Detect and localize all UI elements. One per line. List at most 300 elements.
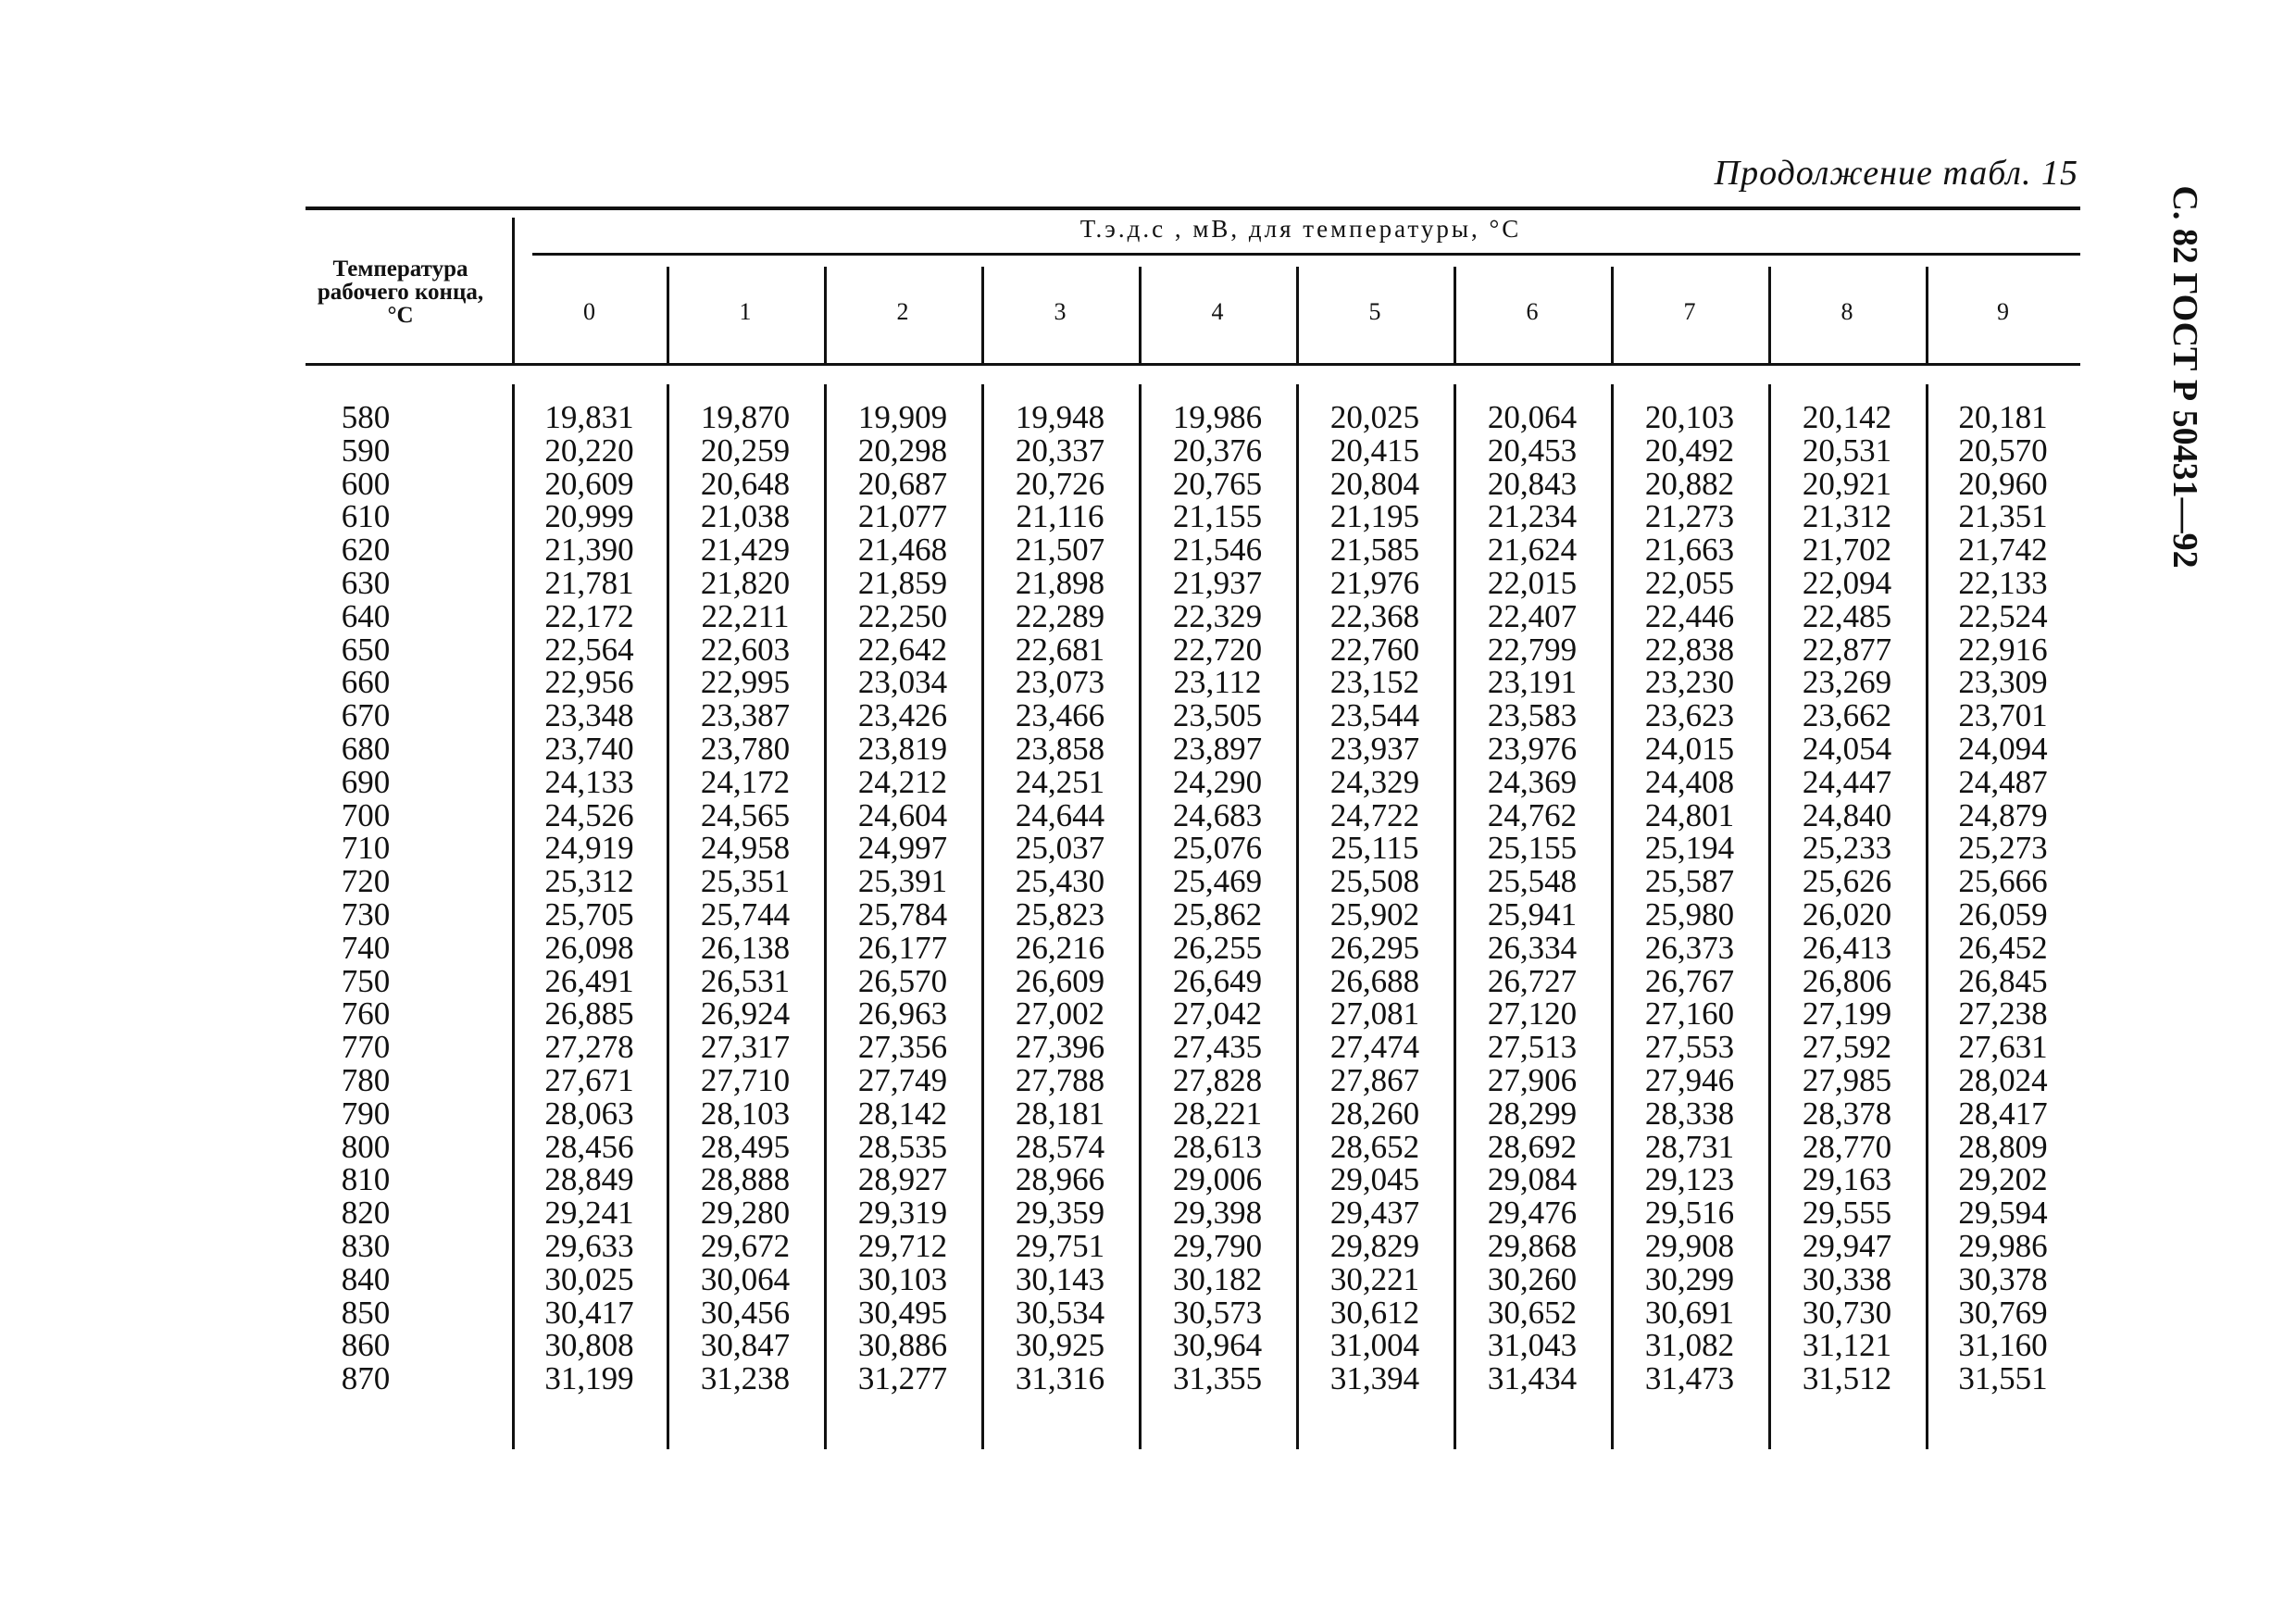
temperature-cell: 650 [341,631,391,668]
value-cell: 26,609 [1015,962,1105,999]
value-cell: 25,548 [1487,863,1578,900]
value-cell: 29,829 [1329,1227,1420,1264]
temperature-cell: 810 [341,1161,391,1198]
value-cell: 30,260 [1487,1260,1578,1297]
value-cell: 22,720 [1172,631,1263,668]
temperature-cell: 660 [341,664,391,701]
temperature-cell: 640 [341,597,391,634]
value-cell: 23,112 [1173,664,1262,701]
value-cell: 19,831 [544,399,634,435]
value-cell: 24,722 [1329,796,1420,833]
temperature-cell: 850 [341,1294,391,1331]
value-cell: 28,024 [1958,1061,2048,1098]
value-cell: 20,765 [1172,465,1263,502]
value-cell: 28,378 [1802,1095,1892,1132]
value-cell: 27,474 [1329,1029,1420,1066]
value-cell: 27,396 [1015,1029,1105,1066]
value-cell: 23,897 [1172,730,1263,767]
group-rule [532,253,2080,256]
value-cell: 29,476 [1487,1195,1578,1232]
temperature-cell: 590 [341,432,391,469]
value-cell: 23,466 [1015,697,1105,734]
value-cell: 20,804 [1329,465,1420,502]
value-cell: 30,299 [1644,1260,1735,1297]
value-cell: 25,508 [1329,863,1420,900]
value-cell: 27,749 [857,1061,948,1098]
value-cell: 22,250 [857,597,948,634]
value-cell: 30,064 [700,1260,791,1297]
value-cell: 22,564 [544,631,634,668]
temperature-cell: 690 [341,763,391,800]
value-cell: 31,394 [1329,1360,1420,1397]
value-cell: 25,037 [1015,830,1105,867]
value-cell: 22,407 [1487,597,1578,634]
value-cell: 27,120 [1487,995,1578,1033]
value-cell: 26,963 [857,995,948,1033]
value-cell: 20,960 [1958,465,2048,502]
value-cell: 22,133 [1958,564,2048,601]
value-cell: 31,043 [1487,1327,1578,1364]
value-cell: 25,233 [1802,830,1892,867]
value-cell: 29,006 [1172,1161,1263,1198]
value-cell: 30,847 [700,1327,791,1364]
value-cell: 25,115 [1330,830,1419,867]
value-cell: 29,633 [544,1227,634,1264]
value-cell: 23,505 [1172,697,1263,734]
table-caption: Продолжение табл. 15 [1714,154,2078,193]
value-cell: 24,683 [1172,796,1263,833]
temperature-cell: 860 [341,1327,391,1364]
value-cell: 23,348 [544,697,634,734]
value-cell: 20,726 [1015,465,1105,502]
temperature-cell: 770 [341,1029,391,1066]
value-cell: 21,038 [700,498,791,535]
value-cell: 24,565 [700,796,791,833]
value-cell: 22,877 [1802,631,1892,668]
temperature-cell: 760 [341,995,391,1033]
value-cell: 26,727 [1487,962,1578,999]
value-cell: 31,160 [1958,1327,2048,1364]
value-cell: 20,103 [1644,399,1735,435]
value-cell: 30,182 [1172,1260,1263,1297]
value-cell: 21,546 [1172,532,1263,569]
value-cell: 25,744 [700,895,791,933]
value-cell: 28,103 [700,1095,791,1132]
value-cell: 23,269 [1802,664,1892,701]
value-cell: 30,534 [1015,1294,1105,1331]
value-cell: 25,980 [1644,895,1735,933]
value-cell: 23,230 [1644,664,1735,701]
temperature-cell: 800 [341,1128,391,1165]
value-cell: 20,025 [1329,399,1420,435]
temperature-cell: 840 [341,1260,391,1297]
value-cell: 23,662 [1802,697,1892,734]
value-cell: 28,181 [1015,1095,1105,1132]
value-cell: 30,338 [1802,1260,1892,1297]
value-cell: 22,799 [1487,631,1578,668]
value-cell: 21,077 [857,498,948,535]
value-cell: 20,064 [1487,399,1578,435]
value-cell: 29,672 [700,1227,791,1264]
value-cell: 23,701 [1958,697,2048,734]
temperature-cell: 790 [341,1095,391,1132]
value-cell: 28,888 [700,1161,791,1198]
row-header: Температура рабочего конца, °С [317,257,484,328]
value-cell: 30,456 [700,1294,791,1331]
value-cell: 29,751 [1015,1227,1105,1264]
value-cell: 25,587 [1644,863,1735,900]
value-cell: 19,986 [1172,399,1263,435]
value-cell: 26,649 [1172,962,1263,999]
value-cell: 25,155 [1487,830,1578,867]
value-cell: 20,531 [1802,432,1892,469]
value-cell: 26,177 [857,929,948,966]
value-cell: 27,710 [700,1061,791,1098]
value-cell: 24,212 [857,763,948,800]
value-cell: 24,840 [1802,796,1892,833]
value-cell: 28,966 [1015,1161,1105,1198]
value-cell: 26,216 [1015,929,1105,966]
value-column [981,401,1139,1396]
value-cell: 27,042 [1172,995,1263,1033]
value-cell: 30,025 [544,1260,634,1297]
value-cell: 20,220 [544,432,634,469]
temperature-cell: 620 [341,532,391,569]
value-cell: 30,417 [544,1294,634,1331]
value-cell: 26,334 [1487,929,1578,966]
column-header: 7 [1683,298,1696,325]
value-cell: 22,485 [1802,597,1892,634]
value-cell: 21,742 [1958,532,2048,569]
value-cell: 31,512 [1802,1360,1892,1397]
value-cell: 21,624 [1487,532,1578,569]
value-cell: 21,351 [1958,498,2048,535]
temperature-cell: 710 [341,830,391,867]
value-cell: 24,290 [1172,763,1263,800]
value-cell: 28,770 [1802,1128,1892,1165]
value-cell: 30,221 [1329,1260,1420,1297]
value-cell: 29,202 [1958,1161,2048,1198]
value-cell: 29,712 [857,1227,948,1264]
value-cell: 24,447 [1802,763,1892,800]
value-cell: 23,623 [1644,697,1735,734]
value-cell: 24,879 [1958,796,2048,833]
value-cell: 22,172 [544,597,634,634]
value-cell: 23,740 [544,730,634,767]
value-cell: 28,613 [1172,1128,1263,1165]
temperature-cell: 670 [341,697,391,734]
value-cell: 28,417 [1958,1095,2048,1132]
value-cell: 23,309 [1958,664,2048,701]
value-cell: 26,413 [1802,929,1892,966]
value-cell: 22,055 [1644,564,1735,601]
column-header: 4 [1211,298,1224,325]
value-cell: 31,121 [1802,1327,1892,1364]
value-cell: 20,648 [700,465,791,502]
value-cell: 28,495 [700,1128,791,1165]
value-cell: 24,329 [1329,763,1420,800]
value-cell: 20,142 [1802,399,1892,435]
value-cell: 30,143 [1015,1260,1105,1297]
value-cell: 24,369 [1487,763,1578,800]
column-header: 6 [1526,298,1539,325]
temperature-cell: 780 [341,1061,391,1098]
temperature-cell: 600 [341,465,391,502]
value-cell: 29,790 [1172,1227,1263,1264]
value-cell: 20,337 [1015,432,1105,469]
value-cell: 22,838 [1644,631,1735,668]
value-cell: 29,516 [1644,1195,1735,1232]
column-header: 1 [739,298,752,325]
top-rule [306,207,2080,210]
temperature-cell: 740 [341,929,391,966]
value-cell: 21,702 [1802,532,1892,569]
value-cell: 24,251 [1015,763,1105,800]
value-cell: 23,073 [1015,664,1105,701]
value-cell: 29,437 [1329,1195,1420,1232]
value-cell: 29,241 [544,1195,634,1232]
value-cell: 30,652 [1487,1294,1578,1331]
value-cell: 31,434 [1487,1360,1578,1397]
value-cell: 26,688 [1329,962,1420,999]
value-cell: 31,004 [1329,1327,1420,1364]
temperature-cell: 870 [341,1360,391,1397]
value-cell: 28,456 [544,1128,634,1165]
value-cell: 30,964 [1172,1327,1263,1364]
value-cell: 24,487 [1958,763,2048,800]
value-cell: 22,446 [1644,597,1735,634]
value-cell: 25,941 [1487,895,1578,933]
value-cell: 29,084 [1487,1161,1578,1198]
value-cell: 31,277 [857,1360,948,1397]
value-cell: 27,081 [1329,995,1420,1033]
value-cell: 27,671 [544,1061,634,1098]
value-cell: 26,924 [700,995,791,1033]
value-cell: 30,808 [544,1327,634,1364]
value-cell: 21,781 [544,564,634,601]
value-cell: 23,858 [1015,730,1105,767]
value-cell: 24,408 [1644,763,1735,800]
value-cell: 21,859 [857,564,948,601]
value-cell: 22,211 [701,597,790,634]
value-cell: 22,916 [1958,631,2048,668]
value-cell: 28,927 [857,1161,948,1198]
value-cell: 20,259 [700,432,791,469]
value-cell: 24,133 [544,763,634,800]
value-cell: 25,626 [1802,863,1892,900]
value-cell: 21,507 [1015,532,1105,569]
value-cell: 26,059 [1958,895,2048,933]
group-header: Т.э.д.с , мВ, для температуры, °С [1079,215,1522,243]
value-cell: 24,054 [1802,730,1892,767]
value-cell: 23,583 [1487,697,1578,734]
header-divider [512,218,515,363]
value-cell: 26,806 [1802,962,1892,999]
value-cell: 24,526 [544,796,634,833]
value-cell: 21,820 [700,564,791,601]
value-cell: 25,194 [1644,830,1735,867]
value-cell: 29,986 [1958,1227,2048,1264]
value-cell: 21,116 [1016,498,1104,535]
side-label-text: С. 82 ГОСТ Р 50431—92 [2165,185,2204,569]
value-cell: 31,551 [1958,1360,2048,1397]
value-cell: 27,356 [857,1029,948,1066]
value-cell: 29,045 [1329,1161,1420,1198]
value-column [1768,401,1926,1396]
value-cell: 27,946 [1644,1061,1735,1098]
value-cell: 25,430 [1015,863,1105,900]
value-cell: 21,976 [1329,564,1420,601]
value-cell: 26,098 [544,929,634,966]
value-column [1296,401,1454,1396]
value-cell: 20,921 [1802,465,1892,502]
value-cell: 22,681 [1015,631,1105,668]
value-cell: 29,163 [1802,1161,1892,1198]
value-cell: 27,513 [1487,1029,1578,1066]
value-cell: 27,238 [1958,995,2048,1033]
value-cell: 23,780 [700,730,791,767]
value-cell: 26,885 [544,995,634,1033]
value-cell: 25,784 [857,895,948,933]
column-header: 9 [1997,298,2009,325]
value-cell: 30,925 [1015,1327,1105,1364]
value-cell: 29,398 [1172,1195,1263,1232]
value-cell: 20,298 [857,432,948,469]
value-cell: 29,555 [1802,1195,1892,1232]
value-column [1139,401,1296,1396]
value-cell: 28,260 [1329,1095,1420,1132]
value-cell: 24,997 [857,830,948,867]
value-cell: 24,172 [700,763,791,800]
value-cell: 28,849 [544,1161,634,1198]
temperature-cell: 680 [341,730,391,767]
value-cell: 31,082 [1644,1327,1735,1364]
temperature-cell: 630 [341,564,391,601]
value-cell: 22,642 [857,631,948,668]
column-header: 0 [583,298,595,325]
value-cell: 26,020 [1802,895,1892,933]
value-cell: 27,828 [1172,1061,1263,1098]
value-cell: 24,644 [1015,796,1105,833]
value-cell: 20,609 [544,465,634,502]
value-cell: 28,299 [1487,1095,1578,1132]
value-cell: 22,015 [1487,564,1578,601]
value-cell: 20,181 [1958,399,2048,435]
value-cell: 25,391 [857,863,948,900]
temperature-cell: 820 [341,1195,391,1232]
value-cell: 30,612 [1329,1294,1420,1331]
value-cell: 21,273 [1644,498,1735,535]
value-cell: 27,160 [1644,995,1735,1033]
value-cell: 28,338 [1644,1095,1735,1132]
value-cell: 24,604 [857,796,948,833]
value-cell: 20,376 [1172,432,1263,469]
value-cell: 26,255 [1172,929,1263,966]
temperature-cell: 580 [341,399,391,435]
temperature-column [306,401,426,1396]
value-cell: 22,995 [700,664,791,701]
value-cell: 30,495 [857,1294,948,1331]
value-cell: 29,359 [1015,1195,1105,1232]
value-column [667,401,824,1396]
value-cell: 25,862 [1172,895,1263,933]
value-cell: 23,152 [1329,664,1420,701]
header-bottom-rule [306,363,2080,366]
value-cell: 29,908 [1644,1227,1735,1264]
value-cell: 23,034 [857,664,948,701]
value-cell: 28,809 [1958,1128,2048,1165]
value-cell: 26,452 [1958,929,2048,966]
value-cell: 23,937 [1329,730,1420,767]
value-cell: 27,592 [1802,1029,1892,1066]
column-header: 2 [896,298,909,325]
page-side-label [2166,162,2203,588]
value-cell: 24,762 [1487,796,1578,833]
value-cell: 23,976 [1487,730,1578,767]
value-cell: 28,574 [1015,1128,1105,1165]
value-cell: 27,199 [1802,995,1892,1033]
value-cell: 26,373 [1644,929,1735,966]
value-cell: 23,387 [700,697,791,734]
value-cell: 29,868 [1487,1227,1578,1264]
value-cell: 20,843 [1487,465,1578,502]
value-cell: 27,278 [544,1029,634,1066]
value-cell: 27,435 [1172,1029,1263,1066]
value-cell: 25,273 [1958,830,2048,867]
value-cell: 24,801 [1644,796,1735,833]
value-cell: 28,535 [857,1128,948,1165]
value-cell: 30,378 [1958,1260,2048,1297]
value-column [1454,401,1611,1396]
value-cell: 29,319 [857,1195,948,1232]
value-cell: 20,687 [857,465,948,502]
value-cell: 21,937 [1172,564,1263,601]
value-cell: 20,453 [1487,432,1578,469]
value-cell: 29,947 [1802,1227,1892,1264]
value-column [512,401,667,1396]
value-cell: 20,570 [1958,432,2048,469]
value-cell: 31,238 [700,1360,791,1397]
value-cell: 23,426 [857,697,948,734]
value-column [1926,401,2080,1396]
value-cell: 26,767 [1644,962,1735,999]
value-cell: 21,898 [1015,564,1105,601]
value-cell: 21,195 [1329,498,1420,535]
value-cell: 21,585 [1329,532,1420,569]
column-header: 8 [1841,298,1853,325]
value-cell: 21,390 [544,532,634,569]
value-cell: 21,312 [1802,498,1892,535]
value-cell: 28,731 [1644,1128,1735,1165]
value-cell: 23,191 [1487,664,1578,701]
value-cell: 30,730 [1802,1294,1892,1331]
value-cell: 22,760 [1329,631,1420,668]
value-cell: 21,155 [1172,498,1263,535]
value-column [824,401,981,1396]
value-cell: 21,468 [857,532,948,569]
temperature-cell: 830 [341,1227,391,1264]
value-cell: 26,570 [857,962,948,999]
value-cell: 23,544 [1329,697,1420,734]
value-cell: 26,845 [1958,962,2048,999]
value-cell: 27,317 [700,1029,791,1066]
value-cell: 28,142 [857,1095,948,1132]
value-cell: 27,985 [1802,1061,1892,1098]
value-cell: 22,329 [1172,597,1263,634]
value-cell: 25,312 [544,863,634,900]
value-column [1611,401,1768,1396]
value-cell: 20,415 [1329,432,1420,469]
